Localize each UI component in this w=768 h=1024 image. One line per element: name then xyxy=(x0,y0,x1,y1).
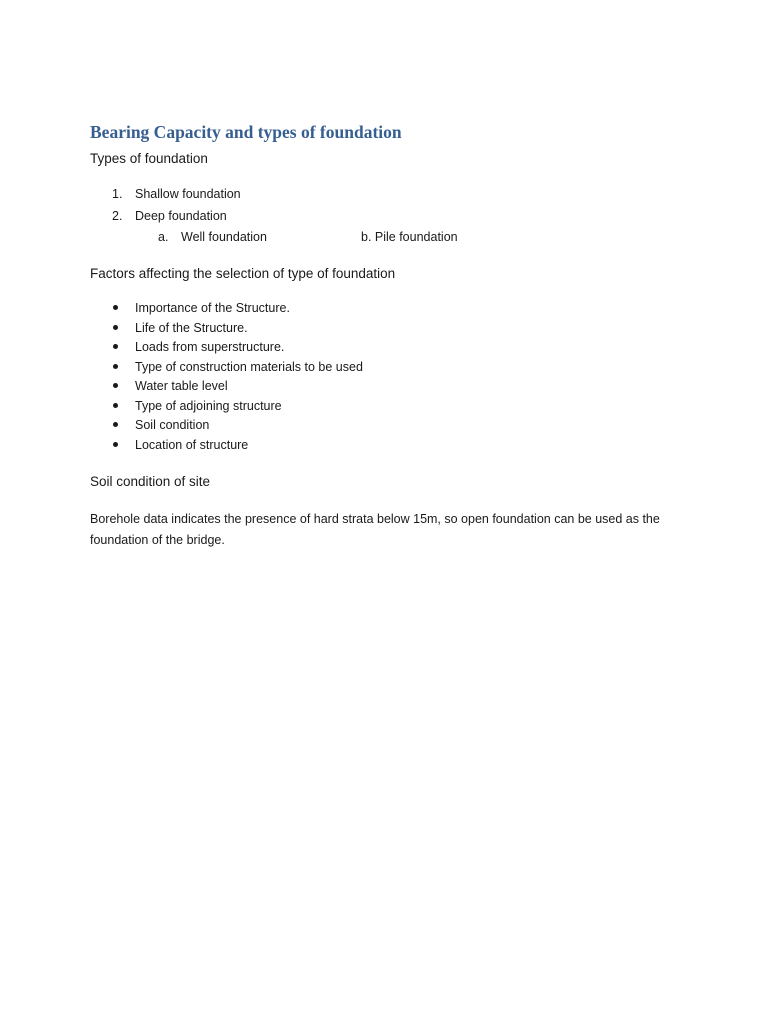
bullet-icon xyxy=(113,325,118,330)
list-item-text: Life of the Structure. xyxy=(135,320,248,335)
list-item-text: Deep foundation xyxy=(135,209,227,223)
sub-list-item-well: Well foundation xyxy=(181,230,267,244)
soil-paragraph: Borehole data indicates the presence of hard strata below 15m, so open foundation can be used as the foundation of the bridge. xyxy=(90,512,660,547)
list-item-text: Soil condition xyxy=(135,418,210,432)
bullet-icon xyxy=(113,383,118,388)
sub-list-row xyxy=(90,230,590,248)
factors-heading: Factors affecting the selection of type of foundation xyxy=(90,266,396,281)
types-heading: Types of foundation xyxy=(90,151,208,166)
list-item-text: Location of structure xyxy=(135,437,249,452)
list-item-text: Importance of the Structure. xyxy=(135,301,290,315)
sub-list-item-pile: b. Pile foundation xyxy=(361,230,458,244)
list-item-text: Type of construction materials to be used xyxy=(135,359,363,374)
document-title: Bearing Capacity and types of foundation xyxy=(90,122,402,142)
list-marker: 1. xyxy=(112,187,123,201)
sub-list-marker: a. xyxy=(158,230,169,244)
list-marker: 2. xyxy=(112,209,123,223)
bullet-icon xyxy=(113,403,118,408)
bullet-icon xyxy=(113,442,118,447)
bullet-icon xyxy=(113,305,118,310)
list-item-text: Loads from superstructure. xyxy=(135,340,285,354)
bullet-icon xyxy=(113,344,118,349)
soil-heading: Soil condition of site xyxy=(90,474,211,489)
bullet-icon xyxy=(113,364,118,369)
list-item-text: Type of adjoining structure xyxy=(135,398,282,413)
document-page xyxy=(90,0,690,1024)
bullet-icon xyxy=(113,422,118,427)
list-item-text: Shallow foundation xyxy=(135,187,241,201)
list-item-text: Water table level xyxy=(135,379,228,393)
